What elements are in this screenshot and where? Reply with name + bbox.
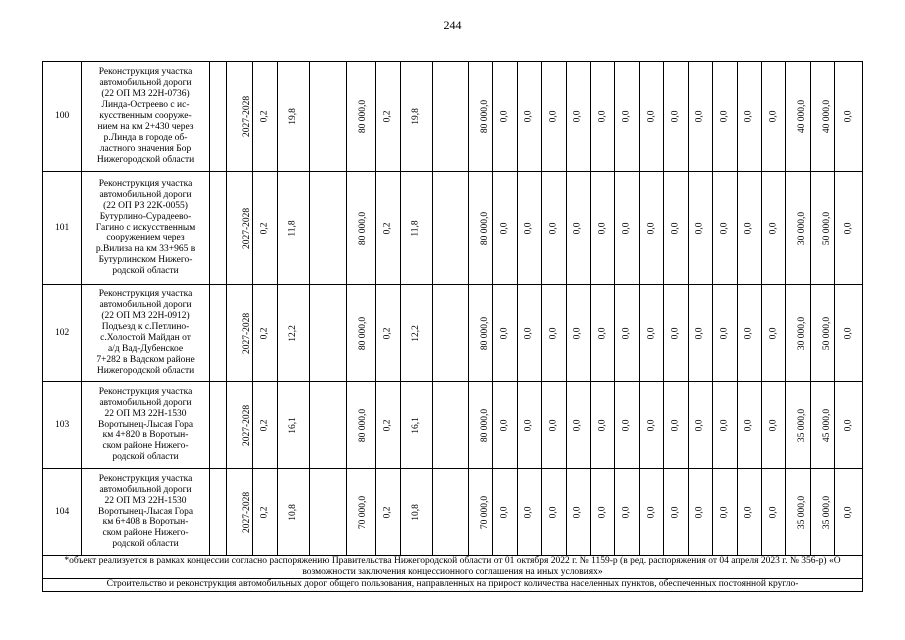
value-text: 80 000,0 [480, 316, 491, 350]
value-cell [253, 172, 277, 285]
value-cell [493, 172, 517, 285]
object-name-line: ластного значения Бор [99, 143, 192, 154]
object-name [82, 285, 209, 382]
object-name-line: Бутурлино-Сурадеево- [99, 211, 192, 222]
value-cell [493, 285, 517, 382]
value-text: 0,0 [843, 222, 854, 234]
data-table [42, 61, 863, 592]
value-text: 0,0 [621, 419, 632, 431]
value-cell [786, 382, 810, 469]
row-number: 101 [43, 172, 82, 285]
row-number: 102 [43, 285, 82, 382]
object-name-line: 22 ОП МЗ 22Н-1530 [104, 408, 187, 419]
value-text: 0,0 [621, 222, 632, 234]
period-value: 2027-2028 [241, 491, 252, 533]
object-name-line: ском районе Нижего- [102, 528, 189, 539]
object-name-line: родской области [112, 452, 179, 463]
value-cell [737, 285, 761, 382]
value-cell [468, 62, 492, 172]
period-value: 2027-2028 [241, 207, 252, 249]
table-row [43, 172, 863, 285]
value-cell [737, 469, 761, 556]
page-number: 244 [443, 18, 462, 32]
value-cell [277, 382, 309, 469]
value-cell [835, 469, 863, 556]
value-cell [566, 285, 590, 382]
period-cell [226, 382, 253, 469]
value-text: 0,0 [743, 222, 754, 234]
value-text: 0,0 [597, 327, 608, 339]
value-cell [542, 62, 566, 172]
empty-cell [209, 285, 226, 382]
value-cell [639, 469, 663, 556]
value-cell [664, 62, 688, 172]
value-cell [376, 285, 400, 382]
object-name-line: Линда-Остреево с ис- [101, 100, 190, 111]
value-text: 0,0 [743, 327, 754, 339]
value-text: 80 000,0 [357, 408, 368, 442]
value-text: 0,0 [646, 419, 657, 431]
value-cell [346, 382, 376, 469]
value-text: 0,0 [499, 222, 510, 234]
value-text: 30 000,0 [797, 316, 808, 350]
value-cell [761, 62, 785, 172]
value-cell [786, 469, 810, 556]
value-cell [400, 382, 432, 469]
value-text: 0,0 [646, 110, 657, 123]
table-row [43, 285, 863, 382]
value-text: 0,2 [259, 506, 270, 518]
value-cell [376, 172, 400, 285]
row-number: 104 [43, 469, 82, 556]
value-text: 0,0 [499, 327, 510, 339]
value-text: 0,0 [572, 506, 583, 518]
value-text: 0,0 [646, 506, 657, 518]
empty-cell [209, 62, 226, 172]
table-row [43, 382, 863, 469]
value-cell [277, 172, 309, 285]
value-text: 0,0 [719, 222, 730, 234]
value-text: 0,2 [382, 110, 393, 123]
value-cell [309, 382, 346, 469]
value-text: 0,0 [694, 419, 705, 431]
value-cell [810, 285, 834, 382]
value-cell [542, 469, 566, 556]
value-cell [761, 469, 785, 556]
value-cell [493, 382, 517, 469]
object-name-line: Реконструкция участка [98, 178, 193, 189]
value-cell [810, 172, 834, 285]
value-cell [517, 62, 541, 172]
value-text: 40 000,0 [821, 99, 832, 134]
value-text: 0,0 [548, 110, 559, 123]
value-cell [566, 172, 590, 285]
value-cell [835, 382, 863, 469]
value-text: 0,0 [523, 327, 534, 339]
value-text: 0,0 [694, 327, 705, 339]
value-cell [810, 382, 834, 469]
value-cell [517, 469, 541, 556]
value-text: 0,0 [597, 222, 608, 234]
value-cell [639, 172, 663, 285]
value-text: 0,0 [670, 327, 681, 339]
object-name-line: (22 ОП МЗ 22Н-0736) [101, 89, 190, 100]
value-text: 0,0 [743, 506, 754, 518]
value-cell [468, 469, 492, 556]
value-cell [664, 469, 688, 556]
object-name-line: р.Вилиза на км 33+965 в [95, 244, 196, 255]
object-name-line: Воротынец-Лысая Гора [98, 419, 194, 430]
value-cell [761, 382, 785, 469]
period-cell [226, 172, 253, 285]
value-text: 0,2 [259, 327, 270, 339]
value-cell [835, 62, 863, 172]
table-row [43, 469, 863, 556]
object-name-line: Нижегородской области [96, 154, 195, 165]
value-text: 0,0 [548, 222, 559, 234]
value-cell [639, 62, 663, 172]
value-text: 0,2 [259, 222, 270, 234]
value-cell [615, 172, 639, 285]
value-text: 0,0 [646, 327, 657, 339]
value-text: 0,0 [597, 506, 608, 518]
value-cell [590, 382, 614, 469]
value-text: 80 000,0 [480, 408, 491, 442]
object-name-line: кусственным сооруже- [99, 111, 192, 122]
period-cell [226, 285, 253, 382]
value-cell [346, 285, 376, 382]
object-name-line: Реконструкция участка [98, 473, 193, 484]
value-cell [432, 469, 468, 556]
value-cell [376, 469, 400, 556]
value-text: 0,0 [548, 506, 559, 518]
value-cell [468, 285, 492, 382]
value-cell [309, 62, 346, 172]
value-cell [566, 62, 590, 172]
value-text: 80 000,0 [480, 99, 491, 134]
row-number: 103 [43, 382, 82, 469]
value-text: 0,0 [843, 506, 854, 518]
value-cell [309, 469, 346, 556]
value-text: 0,0 [499, 419, 510, 431]
value-cell [309, 285, 346, 382]
value-text: 0,0 [670, 506, 681, 518]
value-cell [590, 62, 614, 172]
value-cell [517, 172, 541, 285]
value-cell [517, 382, 541, 469]
value-cell [761, 285, 785, 382]
value-text: 30 000,0 [797, 211, 808, 245]
value-text: 0,0 [694, 506, 705, 518]
value-cell [376, 382, 400, 469]
value-text: 16,1 [410, 416, 421, 434]
value-cell [542, 172, 566, 285]
value-text: 0,2 [259, 110, 270, 123]
value-cell [346, 172, 376, 285]
object-name-line: родской области [112, 539, 179, 550]
value-cell [713, 172, 737, 285]
value-cell [346, 469, 376, 556]
object-name-line: Реконструкция участка [98, 67, 193, 78]
value-cell [346, 62, 376, 172]
value-text: 0,0 [670, 419, 681, 431]
value-cell [737, 382, 761, 469]
value-text: 0,2 [382, 419, 393, 431]
value-text: 0,2 [382, 222, 393, 234]
period-value: 2027-2028 [241, 404, 252, 446]
value-text: 0,0 [843, 110, 854, 123]
value-text: 80 000,0 [480, 211, 491, 245]
value-text: 0,0 [621, 506, 632, 518]
value-text: 70 000,0 [357, 495, 368, 529]
value-text: 0,0 [843, 419, 854, 431]
value-cell [761, 172, 785, 285]
period-cell [226, 62, 253, 172]
value-cell [277, 469, 309, 556]
value-text: 0,0 [768, 222, 779, 234]
value-text: 0,0 [572, 327, 583, 339]
value-cell [590, 172, 614, 285]
value-cell [432, 382, 468, 469]
value-cell [400, 469, 432, 556]
empty-cell [209, 172, 226, 285]
value-cell [432, 285, 468, 382]
value-text: 40 000,0 [797, 99, 808, 134]
value-text: 11,8 [287, 219, 298, 237]
object-name-line: Подъезд к с.Петлино- [101, 322, 190, 333]
value-cell [493, 469, 517, 556]
value-text: 10,8 [410, 503, 421, 521]
value-cell [688, 285, 712, 382]
value-cell [432, 62, 468, 172]
value-text: 35 000,0 [821, 495, 832, 529]
section-header-text: Строительство и реконструкция автомобильных дорог общего пользования, направленных на прирост количества населенных пунктов, обеспеченных постоянной кругло- [43, 578, 863, 591]
value-text: 0,0 [719, 506, 730, 518]
object-name-line: р.Линда в городе об- [103, 132, 188, 143]
object-name-line: с.Холостой Майдан от [100, 333, 191, 343]
value-text: 11,8 [410, 219, 421, 237]
value-text: 0,0 [719, 110, 730, 123]
footnote-text: *объект реализуется в рамках концессии согласно распоряжению Правительства Нижегородской области от 01 октября 2022 г. № 1159-р (в ред. распоряжения от 04 апреля 2023 г. № 356-р) «О возможности заключения концессионного соглашения на иных условиях» [43, 556, 863, 579]
value-cell [615, 469, 639, 556]
object-name-line: Воротынец-Лысая Гора [98, 506, 194, 517]
value-text: 19,8 [287, 108, 298, 125]
value-cell [737, 172, 761, 285]
value-text: 50 000,0 [821, 316, 832, 350]
value-text: 45 000,0 [821, 408, 832, 442]
object-name-line: нием на км 2+430 через [97, 121, 194, 132]
value-cell [835, 285, 863, 382]
object-name-line: (22 ОП МЗ 22Н-0912) [101, 311, 190, 322]
value-cell [810, 469, 834, 556]
value-cell [713, 62, 737, 172]
object-name-line: родской области [112, 266, 179, 277]
section-header-row [43, 578, 863, 591]
value-cell [432, 172, 468, 285]
object-name [82, 469, 209, 556]
value-cell [253, 62, 277, 172]
object-name-line: Реконструкция участка [98, 289, 193, 300]
value-text: 0,0 [572, 110, 583, 123]
value-text: 80 000,0 [357, 316, 368, 350]
value-cell [664, 382, 688, 469]
object-name-line: Нижегородской области [96, 365, 195, 376]
value-text: 0,0 [719, 327, 730, 339]
value-cell [713, 469, 737, 556]
value-text: 70 000,0 [480, 495, 491, 529]
value-text: 0,0 [743, 110, 754, 123]
value-text: 35 000,0 [797, 408, 808, 442]
value-text: 80 000,0 [357, 211, 368, 245]
period-value: 2027-2028 [241, 312, 252, 354]
value-cell [400, 285, 432, 382]
value-text: 50 000,0 [821, 211, 832, 245]
value-text: 0,0 [572, 419, 583, 431]
value-cell [688, 172, 712, 285]
period-value: 2027-2028 [241, 95, 252, 138]
value-cell [493, 62, 517, 172]
object-name-line: ском районе Нижего- [102, 441, 189, 452]
value-cell [517, 285, 541, 382]
value-text: 0,0 [694, 222, 705, 234]
empty-cell [209, 382, 226, 469]
value-cell [253, 469, 277, 556]
value-cell [835, 172, 863, 285]
value-cell [566, 469, 590, 556]
period-cell [226, 469, 253, 556]
value-text: 0,0 [499, 506, 510, 518]
object-name-line: сооружением через [106, 233, 185, 244]
value-text: 0,0 [523, 222, 534, 234]
value-cell [376, 62, 400, 172]
value-cell [737, 62, 761, 172]
value-text: 0,0 [646, 222, 657, 234]
object-name-line: автомобильной дороги [99, 189, 192, 200]
value-text: 19,8 [410, 108, 421, 125]
value-cell [309, 172, 346, 285]
value-text: 0,0 [523, 419, 534, 431]
value-cell [615, 62, 639, 172]
object-name-line: а/д Вад-Дубенское [107, 343, 184, 354]
table-body [43, 62, 863, 592]
value-cell [542, 285, 566, 382]
value-text: 0,0 [499, 110, 510, 123]
object-name [82, 172, 209, 285]
value-text: 0,0 [670, 110, 681, 123]
object-name [82, 62, 209, 172]
value-text: 0,0 [743, 419, 754, 431]
value-cell [400, 172, 432, 285]
value-cell [786, 172, 810, 285]
value-text: 0,0 [548, 419, 559, 431]
object-name-line: Бутурлинском Нижего- [98, 255, 193, 266]
value-cell [713, 285, 737, 382]
value-cell [786, 62, 810, 172]
value-cell [810, 62, 834, 172]
value-text: 12,2 [287, 324, 298, 342]
value-text: 0,0 [621, 110, 632, 123]
object-name-line: 7+282 в Вадском районе [96, 354, 195, 365]
value-text: 0,0 [719, 419, 730, 431]
value-cell [277, 62, 309, 172]
value-text: 0,2 [259, 419, 270, 431]
value-cell [400, 62, 432, 172]
object-name-line: Гагино с искусственным [95, 222, 196, 233]
value-text: 80 000,0 [357, 99, 368, 134]
value-text: 12,2 [410, 324, 421, 342]
object-name-line: км 6+408 в Воротын- [102, 517, 189, 528]
value-cell [615, 382, 639, 469]
object-name-line: автомобильной дороги [99, 397, 192, 408]
object-name-line: Реконструкция участка [98, 386, 193, 397]
value-cell [468, 382, 492, 469]
object-name-line: автомобильной дороги [99, 78, 192, 89]
value-cell [664, 285, 688, 382]
value-text: 0,0 [548, 327, 559, 339]
row-number: 100 [43, 62, 82, 172]
value-cell [253, 382, 277, 469]
value-cell [590, 285, 614, 382]
value-cell [566, 382, 590, 469]
value-cell [639, 285, 663, 382]
empty-cell [209, 469, 226, 556]
value-text: 0,0 [694, 110, 705, 123]
object-name-line: автомобильной дороги [99, 484, 192, 495]
value-text: 0,0 [768, 506, 779, 518]
value-text: 35 000,0 [797, 495, 808, 529]
value-cell [468, 172, 492, 285]
value-text: 0,0 [768, 110, 779, 123]
value-text: 10,8 [287, 503, 298, 521]
object-name-line: км 4+820 в Воротын- [102, 430, 189, 441]
value-cell [688, 469, 712, 556]
value-cell [277, 285, 309, 382]
value-text: 16,1 [287, 416, 298, 434]
value-cell [639, 382, 663, 469]
value-cell [590, 469, 614, 556]
value-text: 0,0 [597, 419, 608, 431]
object-name-line: 22 ОП МЗ 22Н-1530 [104, 495, 187, 506]
value-text: 0,0 [621, 327, 632, 339]
value-text: 0,0 [523, 506, 534, 518]
footnote-row [43, 556, 863, 579]
value-text: 0,0 [572, 222, 583, 234]
value-cell [786, 285, 810, 382]
value-text: 0,0 [523, 110, 534, 123]
value-cell [253, 285, 277, 382]
value-cell [615, 285, 639, 382]
object-name [82, 382, 209, 469]
value-text: 0,0 [843, 327, 854, 339]
value-text: 0,0 [597, 110, 608, 123]
object-name-line: автомобильной дороги [99, 300, 192, 311]
value-cell [664, 172, 688, 285]
value-text: 0,0 [768, 327, 779, 339]
value-cell [688, 62, 712, 172]
value-cell [542, 382, 566, 469]
value-text: 0,0 [670, 222, 681, 234]
value-cell [688, 382, 712, 469]
value-cell [713, 382, 737, 469]
table-row [43, 62, 863, 172]
value-text: 0,2 [382, 506, 393, 518]
value-text: 0,0 [768, 419, 779, 431]
value-text: 0,2 [382, 327, 393, 339]
object-name-line: (22 ОП РЗ 22К-0055) [103, 200, 188, 211]
